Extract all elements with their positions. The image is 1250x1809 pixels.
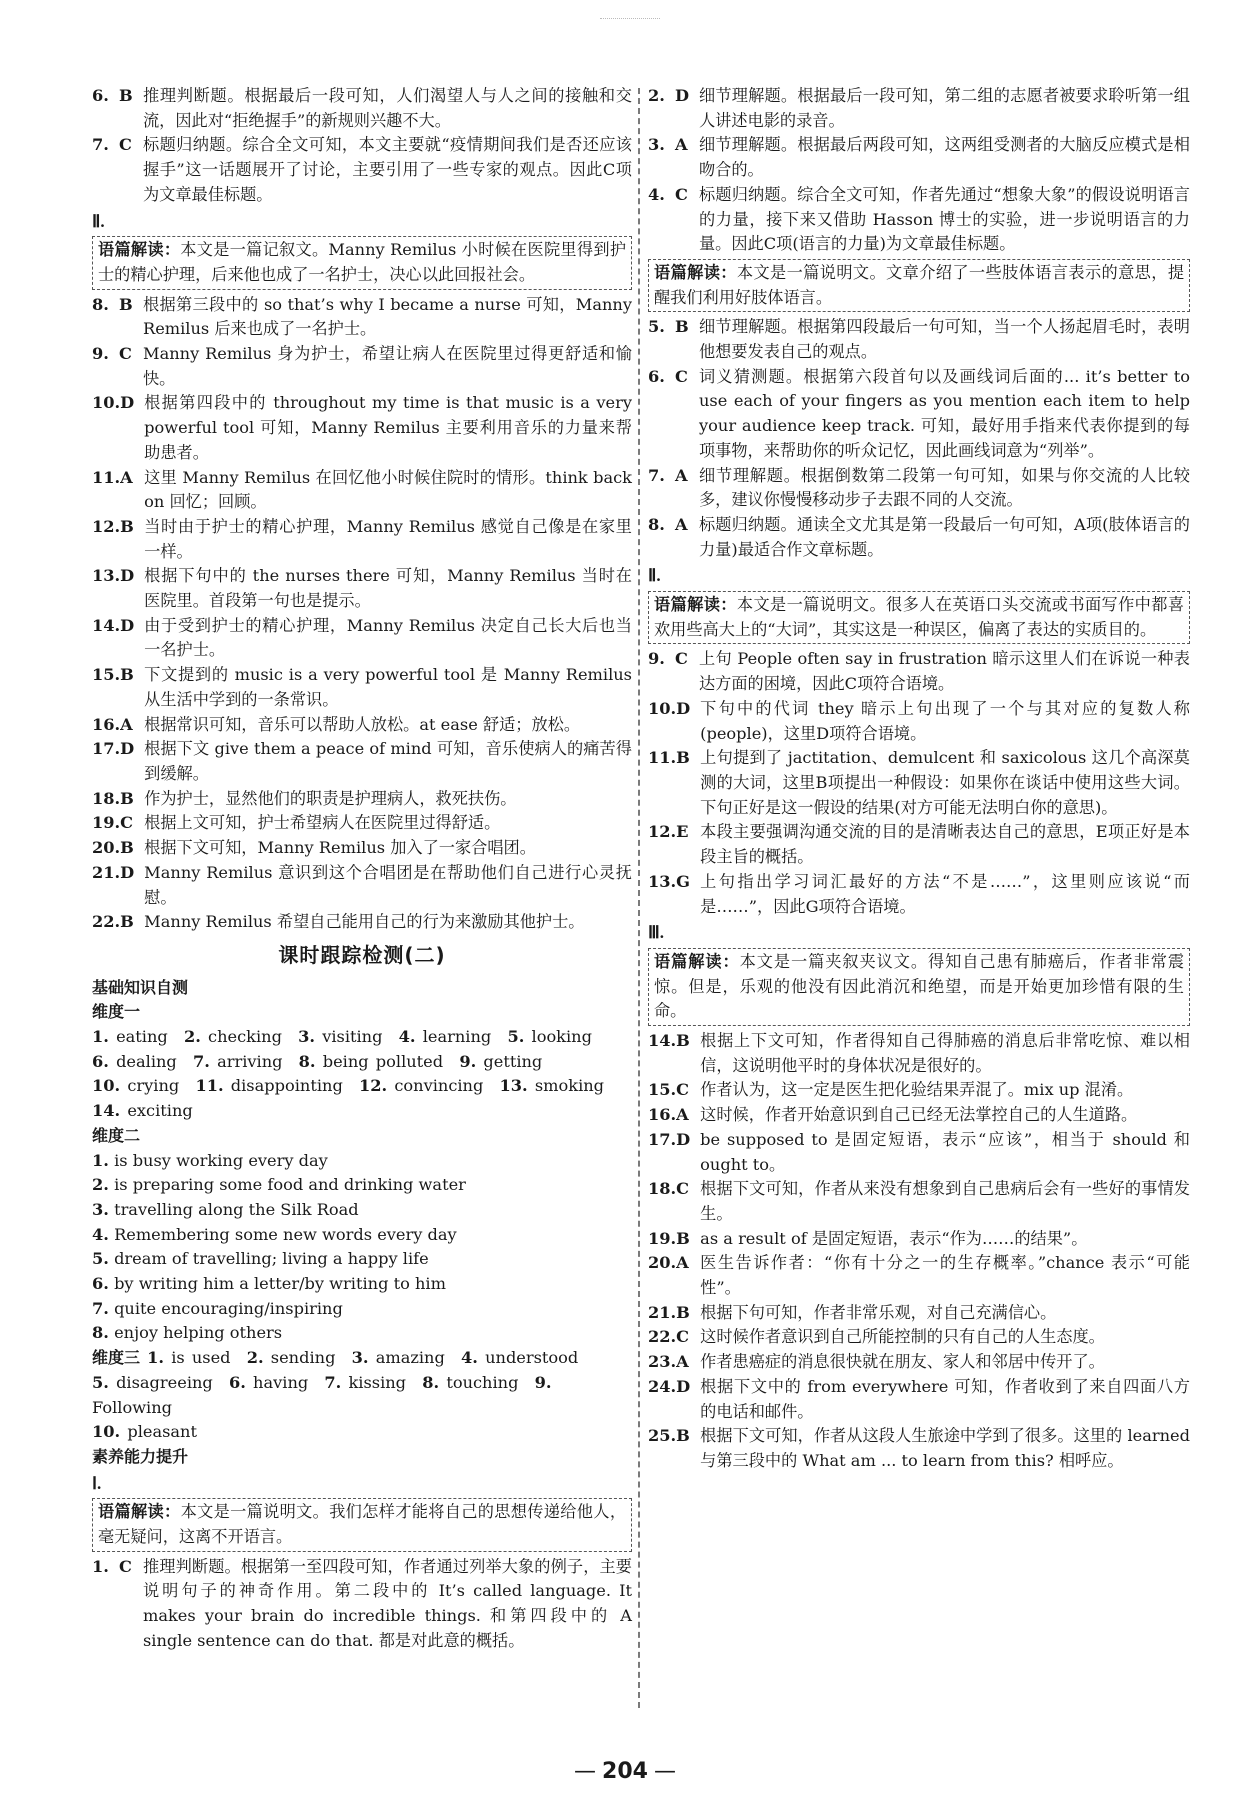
blank-answer: pleasant (127, 1422, 197, 1442)
answer-item (648, 1301, 1190, 1326)
explanation-text: 本段主要强调沟通交流的目的是清晰表达自己的意思，E项正好是本段主旨的概括。 (700, 822, 1190, 867)
answer-line (92, 1321, 632, 1346)
dimension-heading: 维度一 (92, 1002, 141, 1022)
question-number: 15. (648, 1080, 677, 1100)
answer-letter: C (676, 1327, 690, 1347)
answer-item (648, 183, 1190, 257)
question-number: 19. (648, 1228, 677, 1248)
box-label: 语篇解读： (98, 1502, 181, 1522)
blank-answer: is used (171, 1348, 231, 1368)
blank-number: 9. (534, 1372, 552, 1392)
answer-line (92, 1247, 632, 1272)
answer-item (92, 391, 632, 465)
answer-item (648, 1350, 1190, 1375)
answer-item (648, 1251, 1190, 1300)
question-number: 18. (648, 1179, 677, 1199)
question-number: 16. (648, 1105, 677, 1125)
blank-answer: Following (92, 1397, 173, 1417)
explanation-text: be supposed to 是固定短语，表示“应该”，相当于 should 和 ought to。 (700, 1129, 1190, 1174)
question-number: 13. (92, 566, 121, 586)
answer-item (648, 870, 1190, 919)
passage-reading-box (648, 948, 1190, 1026)
answer-line (92, 1297, 632, 1322)
question-number: 19. (92, 813, 121, 833)
blank-number: 3. (351, 1348, 369, 1368)
answer-letter: D (676, 1376, 691, 1396)
answer-item (92, 861, 632, 910)
answer-letter: C (120, 813, 134, 833)
answer-letter: B (119, 86, 133, 105)
blank-answer: learning (422, 1027, 492, 1047)
phrase-answers (92, 1149, 632, 1347)
word-answers (92, 1025, 632, 1124)
answer-letter: B (120, 912, 134, 932)
blank-number: 2. (246, 1348, 264, 1368)
explanation-text: 细节理解题。根据倒数第二段第一句可知，如果与你交流的人比较多，建议你慢慢移动步子去跟不同的人交流。 (699, 465, 1190, 510)
explanation-text: 根据下文中的 from everywhere 可知，作者收到了来自四面八方的电话和邮件。 (700, 1376, 1190, 1421)
answer-item (648, 697, 1190, 746)
answer-line (92, 1346, 632, 1371)
answer-item (648, 1177, 1190, 1226)
blank-answer: kissing (348, 1372, 407, 1392)
blank-answer: is preparing some food and drinking water (114, 1175, 466, 1195)
blank-answer: looking (531, 1027, 592, 1047)
answer-letter: B (675, 317, 689, 337)
answer-letter: E (676, 822, 689, 842)
blank-number: 5. (92, 1249, 109, 1269)
blank-number: 4. (398, 1027, 416, 1047)
answer-letter: B (119, 294, 133, 314)
blank-answer: visiting (322, 1027, 383, 1047)
blank-answer: having (253, 1372, 309, 1392)
answer-list (648, 315, 1190, 562)
blank-answer: exciting (127, 1101, 193, 1121)
blank-answer: sending (270, 1348, 336, 1368)
blank-answer: is busy working every day (114, 1150, 328, 1170)
box-label: 语篇解读： (98, 240, 181, 260)
blank-number: 1. (147, 1348, 165, 1368)
blank-number: 14. (92, 1101, 121, 1121)
blank-number: 1. (92, 1150, 109, 1170)
question-number: 6. (92, 86, 109, 105)
answer-letter: B (676, 1302, 690, 1322)
section-heading: Ⅱ. (648, 566, 661, 586)
blank-number: 9. (459, 1051, 477, 1071)
blank-answer: eating (116, 1027, 168, 1047)
question-number: 17. (648, 1129, 677, 1149)
blank-number: 7. (92, 1298, 109, 1318)
blank-answer: disagreeing (116, 1372, 213, 1392)
question-number: 22. (648, 1327, 677, 1347)
answer-letter: A (676, 1352, 689, 1372)
answer-item (648, 1078, 1190, 1103)
blank-number: 10. (92, 1422, 121, 1442)
question-number: 6. (648, 366, 665, 386)
explanation-text: 根据第三段中的 so that’s why I became a nurse 可知，Manny Remilus 后来也成了一名护士。 (143, 294, 632, 339)
blank-number: 8. (422, 1372, 440, 1392)
answer-list (92, 293, 632, 935)
box-text: 本文是一篇夹叙夹议文。得知自己患有肺癌后，作者非常震惊。但是，乐观的他没有因此消沉和绝望，而是开始更加珍惜有限的生命。 (654, 951, 1185, 1021)
passage-reading-box (92, 1498, 632, 1551)
question-number: 18. (92, 788, 121, 808)
answer-item (648, 464, 1190, 513)
explanation-text: 由于受到护士的精心护理，Manny Remilus 决定自己长大后也当一名护士。 (144, 615, 632, 660)
answer-letter: B (676, 1228, 690, 1248)
answer-line (92, 1099, 632, 1124)
question-number: 13. (648, 871, 677, 891)
question-number: 10. (648, 698, 677, 718)
answer-item (648, 1375, 1190, 1424)
answer-item (648, 820, 1190, 869)
explanation-text: 细节理解题。根据最后两段可知，这两组受测者的大脑反应模式是相吻合的。 (699, 135, 1190, 180)
answer-item (648, 315, 1190, 364)
answer-letter: D (120, 393, 135, 413)
passage-reading-box (92, 236, 632, 289)
box-label: 语篇解读： (654, 595, 737, 615)
answer-item (648, 1103, 1190, 1128)
question-number: 9. (648, 649, 665, 669)
blank-answer: convincing (394, 1076, 484, 1096)
explanation-text: 根据上下文可知，作者得知自己得肺癌的消息后非常吃惊、难以相信，这说明他平时的身体状况是很好的。 (700, 1031, 1190, 1075)
answer-item (92, 811, 632, 836)
blank-answer: dream of travelling; living a happy life (114, 1249, 429, 1269)
answer-letter: B (676, 1426, 690, 1446)
answer-letter: B (120, 516, 134, 536)
blank-number: 6. (92, 1051, 109, 1071)
answer-letter: B (676, 748, 690, 768)
question-number: 14. (648, 1031, 677, 1051)
answer-letter: D (120, 615, 135, 635)
blank-number: 3. (92, 1199, 109, 1219)
answer-letter: A (676, 1105, 689, 1125)
answer-letter: C (119, 344, 132, 364)
answer-list (648, 1029, 1190, 1474)
answer-letter: A (675, 135, 688, 155)
answer-letter: C (675, 366, 688, 386)
explanation-text: Manny Remilus 身为护士，希望让病人在医院里过得更舒适和愉快。 (143, 344, 632, 388)
top-mark (600, 18, 660, 25)
question-number: 12. (648, 822, 677, 842)
answer-item (92, 84, 632, 133)
answer-item (92, 910, 632, 935)
passage-reading-box (648, 259, 1190, 312)
blank-number: 8. (92, 1323, 109, 1343)
answer-line (92, 1025, 632, 1050)
passage-reading-box (648, 591, 1190, 644)
explanation-text: 推理判断题。根据第一至四段可知，作者通过列举大象的例子，主要说明句子的神奇作用。第二段中的 It’s called language. It makes your brain do incredible things. 和第四段中的 A single sentence can do that. 都是对此意的概括。 (143, 1556, 632, 1650)
answer-letter: C (676, 1080, 690, 1100)
box-label: 语篇解读： (654, 262, 737, 282)
answer-item (648, 1227, 1190, 1252)
explanation-text: 下文提到的 music is a very powerful tool 是 Manny Remilus 从生活中学到的一条常识。 (144, 665, 632, 709)
question-number: 22. (92, 912, 121, 932)
answer-item (92, 564, 632, 613)
blank-answer: smoking (534, 1076, 605, 1096)
question-number: 21. (648, 1302, 677, 1322)
answer-letter: D (675, 86, 690, 105)
explanation-text: 根据下文 give them a peace of mind 可知，音乐使病人的痛苦得到缓解。 (144, 739, 632, 783)
blank-number: 8. (298, 1051, 316, 1071)
answer-item (648, 746, 1190, 820)
blank-answer: Remembering some new words every day (114, 1224, 457, 1244)
blank-answer: arriving (217, 1051, 283, 1071)
blank-number: 6. (228, 1372, 246, 1392)
explanation-text: 细节理解题。根据最后一段可知，第二组的志愿者被要求聆听第一组人讲述电影的录音。 (699, 86, 1190, 130)
answer-item (92, 293, 632, 342)
blank-number: 1. (92, 1027, 109, 1047)
explanation-text: 上句 People often say in frustration 暗示这里人们在诉说一种表达方面的困境，因此C项符合语境。 (699, 649, 1190, 694)
section-heading: Ⅱ. (92, 211, 105, 231)
blank-number: 3. (298, 1027, 316, 1047)
answer-line (92, 1074, 632, 1099)
question-number: 4. (648, 184, 665, 204)
blank-answer: getting (483, 1051, 543, 1071)
answer-letter: D (120, 862, 135, 882)
answer-item (648, 84, 1190, 133)
box-label: 语篇解读： (654, 951, 740, 971)
answer-letter: D (676, 1129, 691, 1149)
blank-answer: disappointing (230, 1076, 343, 1096)
question-number: 8. (92, 294, 109, 314)
answer-item (92, 133, 632, 207)
explanation-text: 这时候作者意识到自己所能控制的只有自己的人生态度。 (700, 1327, 1105, 1347)
question-number: 17. (92, 739, 121, 759)
answer-item (92, 663, 632, 712)
question-number: 7. (648, 465, 665, 485)
answer-line (92, 1420, 632, 1445)
box-text: 本文是一篇说明文。很多人在英语口头交流或书面写作中都喜欢用些高大上的“大词”，其实这是一种误区，偏离了表达的实质目的。 (654, 595, 1184, 639)
word-answers (92, 1346, 632, 1445)
dimension-heading: 维度三 (92, 1348, 141, 1368)
section-heading: Ⅰ. (92, 1473, 102, 1493)
question-number: 20. (648, 1253, 677, 1273)
answer-letter: A (120, 714, 133, 734)
question-number: 3. (648, 135, 665, 155)
answer-letter: D (120, 566, 135, 586)
blank-number: 13. (499, 1076, 528, 1096)
answer-item (648, 1128, 1190, 1177)
explanation-text: 细节理解题。根据第四段最后一句可知，当一个人扬起眉毛时，表明他想要发表自己的观点。 (699, 317, 1190, 362)
blank-number: 5. (92, 1372, 109, 1392)
answer-list (92, 1555, 632, 1654)
subsection-heading: 基础知识自测 (92, 977, 189, 997)
box-text: 本文是一篇说明文。文章介绍了一些肢体语言表示的意思，提醒我们利用好肢体语言。 (654, 262, 1184, 307)
answer-item (648, 1424, 1190, 1473)
question-number: 9. (92, 344, 109, 364)
explanation-text: 词义猜测题。根据第六段首句以及画线词后面的... it’s better to use each of your fingers as you mention each item to help your audience keep track. 可知，最好用手指来代表你提到的每项事物，来帮助你的听众记忆，因此画线词意为“列举”。 (699, 366, 1190, 460)
answer-line (92, 1371, 632, 1420)
answer-item (92, 1555, 632, 1654)
answer-item (648, 1325, 1190, 1350)
page-title: 课时跟踪检测(二) (278, 942, 446, 967)
blank-answer: touching (446, 1372, 519, 1392)
answer-item (92, 836, 632, 861)
box-text: 本文是一篇说明文。我们怎样才能将自己的思想传递给他人，毫无疑问，这离不开语言。 (98, 1502, 627, 1547)
question-number: 21. (92, 862, 121, 882)
answer-letter: B (676, 1031, 690, 1051)
blank-number: 7. (324, 1372, 342, 1392)
answer-item (92, 737, 632, 786)
explanation-text: 作者患癌症的消息很快就在朋友、家人和邻居中传开了。 (700, 1352, 1105, 1372)
answer-letter: C (119, 135, 132, 155)
explanation-text: 标题归纳题。综合全文可知，本文主要就“疫情期间我们是否还应该握手”这一话题展开了讨论，主要引用了一些专家的观点。因此C项为文章最佳标题。 (143, 135, 632, 204)
answer-item (92, 515, 632, 564)
answer-list (648, 84, 1190, 257)
blank-number: 5. (507, 1027, 525, 1047)
blank-answer: checking (208, 1027, 282, 1047)
answer-letter: D (676, 698, 691, 718)
answer-line (92, 1223, 632, 1248)
answer-letter: C (119, 1556, 132, 1576)
answer-letter: D (120, 739, 135, 759)
blank-number: 12. (359, 1076, 388, 1096)
question-number: 2. (648, 86, 665, 105)
blank-answer: amazing (375, 1348, 445, 1368)
dimension-heading: 维度二 (92, 1125, 141, 1145)
explanation-text: 标题归纳题。综合全文可知，作者先通过“想象大象”的假设说明语言的力量，接下来又借助 Hasson 博士的实验，进一步说明语言的力量。因此C项(语言的力量)为文章最佳标题。 (699, 184, 1190, 254)
answer-list (92, 84, 632, 208)
answer-item (648, 513, 1190, 562)
answer-letter: C (675, 184, 688, 204)
explanation-text: 根据下句可知，作者非常乐观，对自己充满信心。 (700, 1302, 1057, 1322)
question-number: 25. (648, 1426, 677, 1446)
blank-answer: travelling along the Silk Road (114, 1199, 359, 1219)
answer-letter: B (120, 665, 134, 685)
blank-number: 4. (92, 1224, 109, 1244)
question-number: 24. (648, 1376, 677, 1396)
explanation-text: 根据下句中的 the nurses there 可知，Manny Remilus 当时在医院里。首段第一句也是提示。 (144, 566, 632, 611)
explanation-text: 当时由于护士的精心护理，Manny Remilus 感觉自己像是在家里一样。 (144, 516, 632, 561)
blank-answer: crying (127, 1076, 180, 1096)
answer-item (92, 787, 632, 812)
blank-number: 10. (92, 1076, 121, 1096)
blank-number: 4. (461, 1348, 478, 1368)
column-divider (638, 88, 640, 1708)
question-number: 11. (648, 748, 677, 768)
blank-answer: by writing him a letter/by writing to him (114, 1274, 446, 1294)
question-number: 11. (92, 467, 121, 487)
answer-line (92, 1149, 632, 1174)
answer-item (648, 1029, 1190, 1078)
answer-letter: A (120, 467, 133, 487)
right-column (648, 84, 1190, 1474)
explanation-text: 医生告诉作者：“你有十分之一的生存概率。”chance 表示“可能性”。 (700, 1253, 1190, 1298)
blank-answer: enjoy helping others (114, 1323, 283, 1343)
blank-number: 2. (183, 1027, 201, 1047)
answer-line (92, 1050, 632, 1075)
page-number: — 204 — (560, 1760, 690, 1785)
answer-line (92, 1272, 632, 1297)
answer-letter: B (120, 838, 134, 858)
question-number: 12. (92, 516, 121, 536)
question-number: 8. (648, 514, 665, 534)
explanation-text: 根据第四段中的 throughout my time is that music is a very powerful tool 可知，Manny Remilus 主要利用音乐的力量来帮助患者。 (144, 393, 632, 462)
blank-answer: quite encouraging/inspiring (114, 1298, 343, 1318)
answer-item (648, 133, 1190, 182)
blank-answer: dealing (116, 1051, 177, 1071)
explanation-text: as a result of 是固定短语，表示“作为……的结果”。 (700, 1228, 1088, 1248)
answer-list (648, 647, 1190, 919)
question-number: 15. (92, 665, 121, 685)
blank-number: 6. (92, 1274, 109, 1294)
explanation-text: 根据上文可知，护士希望病人在医院里过得舒适。 (144, 813, 501, 833)
question-number: 10. (92, 393, 121, 413)
answer-letter: C (676, 1179, 690, 1199)
question-number: 1. (92, 1556, 109, 1576)
explanation-text: 下句中的代词 they 暗示上句出现了一个与其对应的复数人称(people)，这里D项符合语境。 (700, 698, 1190, 743)
explanation-text: 上句指出学习词汇最好的方法“不是……”，这里则应该说“而是……”，因此G项符合语境。 (700, 871, 1190, 916)
explanation-text: 这时候，作者开始意识到自己已经无法掌控自己的人生道路。 (700, 1105, 1138, 1125)
answer-item (648, 365, 1190, 464)
explanation-text: 根据常识可知，音乐可以帮助人放松。at ease 舒适；放松。 (144, 714, 581, 734)
explanation-text: Manny Remilus 意识到这个合唱团是在帮助他们自己进行心灵抚慰。 (144, 862, 632, 907)
explanation-text: 这里 Manny Remilus 在回忆他小时候住院时的情形。think back on 回忆；回顾。 (144, 467, 632, 512)
question-number: 14. (92, 615, 121, 635)
explanation-text: 作者认为，这一定是医生把化验结果弄混了。mix up 混淆。 (700, 1080, 1134, 1100)
answer-letter: A (675, 514, 688, 534)
answer-item (92, 342, 632, 391)
answer-letter: A (676, 1253, 689, 1273)
blank-answer: understood (485, 1348, 579, 1368)
explanation-text: 根据下文可知，Manny Remilus 加入了一家合唱团。 (144, 838, 536, 858)
blank-number: 2. (92, 1175, 109, 1195)
answer-letter: A (675, 465, 688, 485)
explanation-text: Manny Remilus 希望自己能用自己的行为来激励其他护士。 (144, 912, 585, 932)
answer-letter: C (675, 649, 688, 669)
answer-item (92, 466, 632, 515)
explanation-text: 上句提到了 jactitation、demulcent 和 saxicolous 这几个高深莫测的大词，这里B项提出一种假设：如果你在谈话中使用这些大词。下句正好是这一假设的结果(对方可能无法明白你的意思)。 (700, 748, 1190, 817)
left-column (92, 84, 632, 1654)
section-heading: Ⅲ. (648, 923, 664, 943)
explanation-text: 根据下文可知，作者从来没有想象到自己患病后会有一些好的事情发生。 (700, 1179, 1190, 1223)
answer-letter: G (676, 871, 690, 891)
subsection-heading: 素养能力提升 (92, 1446, 189, 1466)
answer-line (92, 1198, 632, 1223)
answer-item (92, 614, 632, 663)
question-number: 7. (92, 135, 109, 155)
answer-item (648, 647, 1190, 696)
box-text: 本文是一篇记叙文。Manny Remilus 小时候在医院里得到护士的精心护理，后来他也成了一名护士，决心以此回报社会。 (98, 240, 626, 284)
explanation-text: 标题归纳题。通读全文尤其是第一段最后一句可知，A项(肢体语言的力量)最适合作文章标题。 (699, 514, 1190, 559)
explanation-text: 根据下文可知，作者从这段人生旅途中学到了很多。这里的 learned 与第三段中的 What am ... to learn from this? 相呼应。 (700, 1426, 1190, 1470)
answer-line (92, 1173, 632, 1198)
answer-item (92, 713, 632, 738)
explanation-text: 推理判断题。根据最后一段可知，人们渴望人与人之间的接触和交流，因此对“拒绝握手”的新规则兴趣不大。 (143, 86, 632, 130)
question-number: 23. (648, 1352, 677, 1372)
question-number: 5. (648, 317, 665, 337)
blank-number: 7. (193, 1051, 210, 1071)
blank-number: 11. (195, 1076, 224, 1096)
question-number: 16. (92, 714, 121, 734)
answer-letter: B (120, 788, 134, 808)
question-number: 20. (92, 838, 121, 858)
blank-answer: being polluted (322, 1051, 444, 1071)
explanation-text: 作为护士，显然他们的职责是护理病人，救死扶伤。 (144, 788, 517, 808)
